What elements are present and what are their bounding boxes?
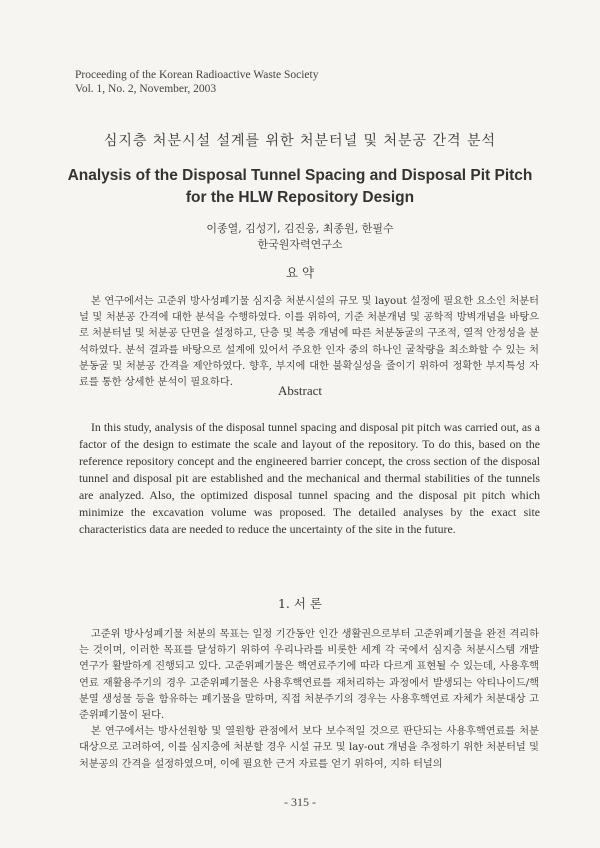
- korean-title: 심지층 처분시설 설계를 위한 처분터널 및 처분공 간격 분석: [103, 133, 497, 149]
- author-block: [0, 221, 600, 253]
- korean-abstract-paragraph: 본 연구에서는 고준위 방사성폐기물 심지층 처분시설의 규모 및 layout 설정에 필요한 요소인 처분터널 및 처분공 간격에 대한 분석을 수행하였다. 이를 위하여, 기준 처분개념 및 공학적 방벽개념을 바탕으로 처분터널 및 처분공 단면을 설정하고, 단층 및 복층 개념에 따른 처분동굴의 구조적, 열적 안정성을 분석하였다. 분석 결과를 바탕으로 설계에 있어서 주요한 인자 중의 하나인 굴착량을 최소화할 수 있는 처분동굴 및 처분공 간격을 제안하였다. 향후, 부지에 대한 불확실성을 줄이기 위하여 정확한 부지특성 자료를 통한 상세한 분석이 필요하다.: [79, 296, 539, 389]
- introduction-text: [79, 627, 539, 773]
- english-abstract-text: [79, 419, 540, 538]
- page-number: - 315 -: [284, 795, 316, 809]
- proceeding-journal: Proceeding of the Korean Radioactive Waste Society: [75, 69, 319, 81]
- proceeding-info: [75, 68, 318, 96]
- introduction-heading: 1. 서 론: [277, 596, 323, 611]
- introduction-paragraph-2: 본 연구에서는 방사선원항 및 열원항 관점에서 보다 보수적일 것으로 판단되는 사용후핵연료를 처분대상으로 고려하여, 이를 심지층에 처분할 경우 시설 규모 및 lay-out 개념을 추정하기 위한 처분터널 및 처분공의 간격을 설정하였으며, 이에 필요한 근거 자료를 얻기 위하여, 지하 터널의: [79, 726, 539, 770]
- introduction-paragraph-1: 고준위 방사성폐기물 처분의 목표는 일정 기간동안 인간 생활권으로부터 고준위폐기물을 완전 격리하는 것이며, 이러한 목표를 달성하기 위하여 우리나라를 비롯한 세계 각 국에서 심지층 처분시스템 개발 연구가 활발하게 진행되고 있다. 고준위폐기물은 핵연료주기에 따라 다르게 표현될 수 있는데, 사용후핵연료 재활용주기의 경우 고준위폐기물은 사용후핵연료를 재처리하는 과정에서 발생되는 악티나이드/핵분열 생성물 등을 함유하는 폐기물을 말하며, 직접 처분주기의 경우는 사용후핵연료 자체가 처분대상 고준위폐기물이 된다.: [79, 629, 539, 722]
- korean-abstract-heading: 요 약: [285, 265, 315, 280]
- proceeding-volume: Vol. 1, No. 2, November, 2003: [75, 83, 217, 95]
- korean-abstract-text: [79, 294, 539, 391]
- author-names: 이종열, 김성기, 김진웅, 최종원, 한필수: [206, 222, 394, 235]
- english-title: [0, 165, 600, 209]
- author-affiliation: 한국원자력연구소: [257, 238, 343, 251]
- english-abstract-heading: Abstract: [277, 383, 323, 398]
- english-abstract-paragraph: In this study, analysis of the disposal tunnel spacing and disposal pit pitch was carried out, as a factor of the design to estimate the scale and layout of the repository. To do this, based on the reference repository concept and the engineered barrier concept, the cross section of the disposal tunnel and disposal pit are established and the mechanical and thermal stabilities of the tunnels are analyzed. Also, the optimized disposal tunnel spacing and the disposal pit pitch which minimize the excavation volume was proposed. The detailed analyses by the exact site characteristics data are needed to reduce the uncertainty of the site in the future.: [79, 420, 540, 536]
- english-title-line1: Analysis of the Disposal Tunnel Spacing and Disposal Pit Pitch: [67, 167, 533, 184]
- english-title-line2: for the HLW Repository Design: [185, 189, 415, 206]
